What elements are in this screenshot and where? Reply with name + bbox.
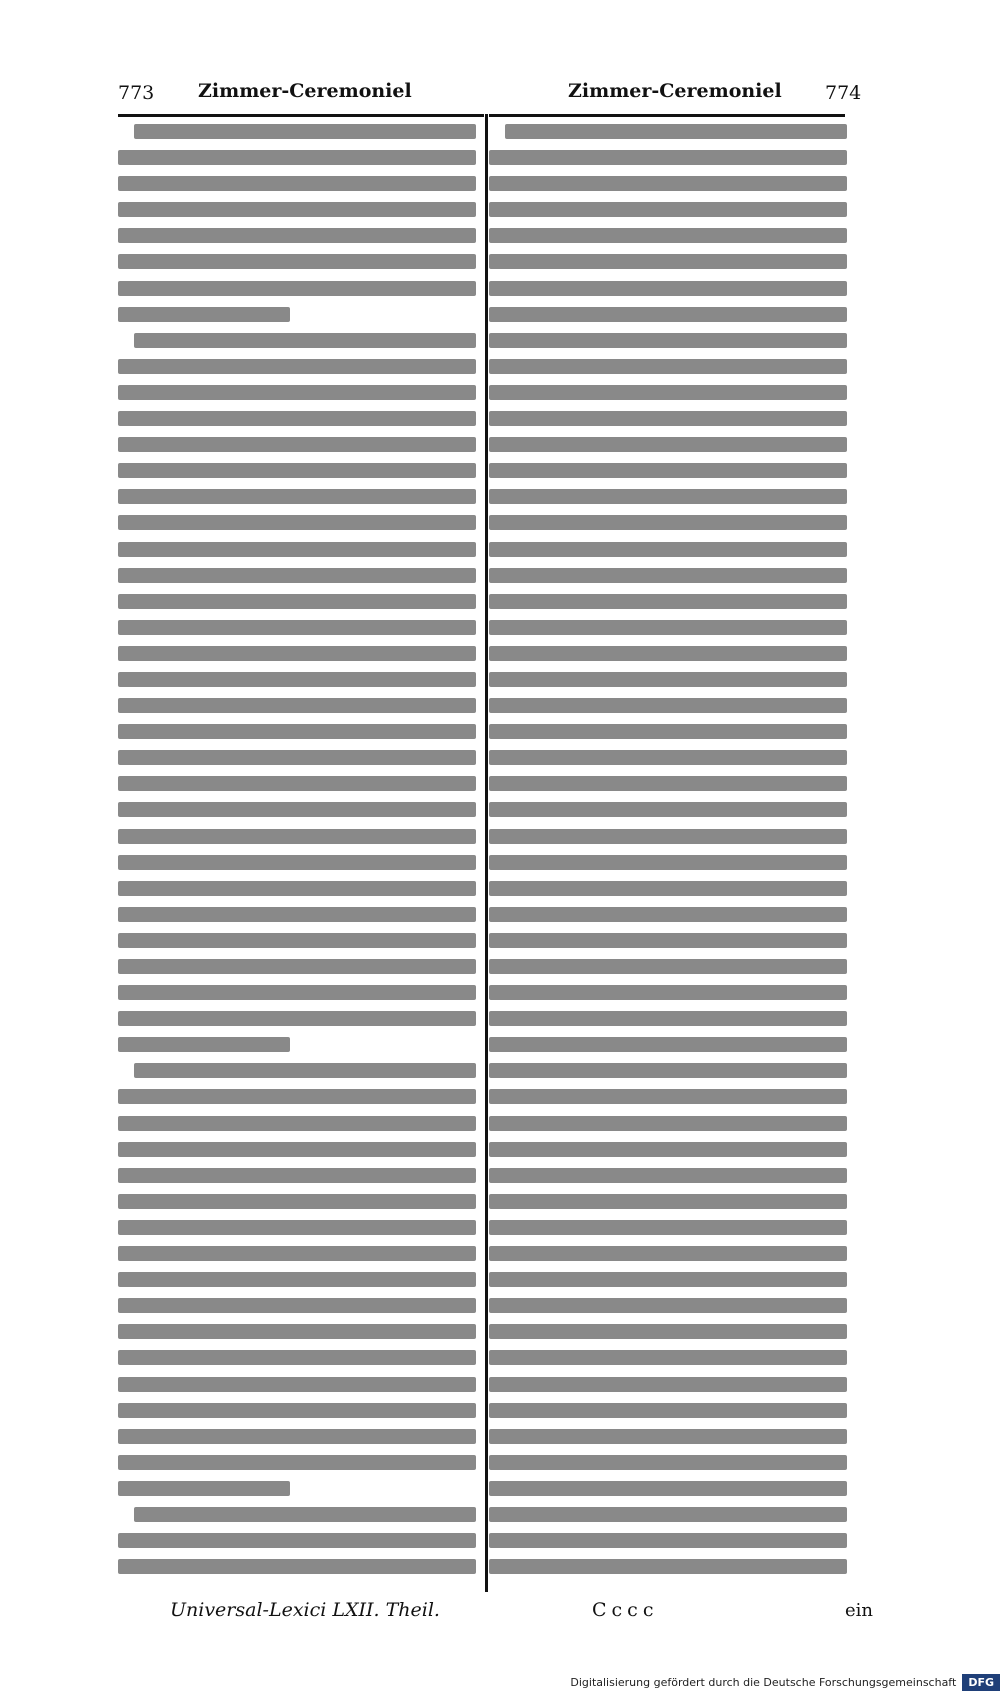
page-number-right: 774 [825, 82, 862, 104]
text-line-placeholder [118, 1011, 476, 1026]
left-column-text [118, 124, 476, 1585]
text-line-placeholder [489, 881, 847, 896]
text-line-placeholder [489, 1481, 847, 1496]
text-line-placeholder [489, 1063, 847, 1078]
text-line-placeholder [134, 1063, 476, 1078]
text-line-placeholder [489, 855, 847, 870]
text-line-placeholder [118, 1350, 476, 1365]
text-line-placeholder [489, 411, 847, 426]
text-line-placeholder [118, 985, 476, 1000]
text-line-placeholder [489, 802, 847, 817]
text-line-placeholder [489, 907, 847, 922]
text-line-placeholder [118, 1194, 476, 1209]
text-line-placeholder [489, 646, 847, 661]
text-line-placeholder [489, 1455, 847, 1470]
text-line-placeholder [134, 1507, 476, 1522]
column-divider [485, 114, 488, 1592]
text-line-placeholder [118, 1168, 476, 1183]
text-line-placeholder [118, 1116, 476, 1131]
text-line-placeholder [118, 1298, 476, 1313]
text-line-placeholder [505, 124, 847, 139]
text-line-placeholder [489, 776, 847, 791]
text-line-placeholder [118, 776, 476, 791]
running-head-right: Zimmer-Ceremoniel [568, 80, 782, 102]
text-line-placeholder [118, 1429, 476, 1444]
text-line-placeholder [489, 1272, 847, 1287]
text-line-placeholder [489, 1220, 847, 1235]
right-column-text [489, 124, 847, 1585]
text-line-placeholder [489, 176, 847, 191]
text-line-placeholder [118, 907, 476, 922]
text-line-placeholder [118, 724, 476, 739]
text-line-placeholder [489, 1350, 847, 1365]
header-rule-left [118, 114, 484, 117]
text-line-placeholder [134, 124, 476, 139]
text-line-placeholder [118, 307, 290, 322]
text-line-placeholder [489, 542, 847, 557]
text-line-placeholder [489, 1377, 847, 1392]
text-line-placeholder [489, 1559, 847, 1574]
text-line-placeholder [489, 750, 847, 765]
text-line-placeholder [118, 829, 476, 844]
text-line-placeholder [118, 1037, 290, 1052]
text-line-placeholder [118, 881, 476, 896]
text-line-placeholder [489, 1533, 847, 1548]
text-line-placeholder [118, 698, 476, 713]
text-line-placeholder [489, 254, 847, 269]
text-line-placeholder [118, 150, 476, 165]
text-line-placeholder [118, 254, 476, 269]
text-line-placeholder [134, 333, 476, 348]
text-line-placeholder [118, 933, 476, 948]
digitization-footer [570, 1672, 1000, 1692]
text-line-placeholder [489, 150, 847, 165]
text-line-placeholder [489, 1298, 847, 1313]
text-line-placeholder [118, 959, 476, 974]
running-head-left: Zimmer-Ceremoniel [198, 80, 412, 102]
text-line-placeholder [489, 1116, 847, 1131]
text-line-placeholder [118, 620, 476, 635]
text-line-placeholder [489, 228, 847, 243]
text-line-placeholder [118, 1246, 476, 1261]
text-line-placeholder [489, 1429, 847, 1444]
text-line-placeholder [118, 672, 476, 687]
text-line-placeholder [489, 437, 847, 452]
catchword: ein [845, 1600, 874, 1621]
text-line-placeholder [118, 1403, 476, 1418]
text-line-placeholder [489, 385, 847, 400]
text-line-placeholder [489, 594, 847, 609]
text-line-placeholder [118, 281, 476, 296]
text-line-placeholder [489, 1246, 847, 1261]
text-line-placeholder [489, 829, 847, 844]
text-line-placeholder [118, 515, 476, 530]
text-line-placeholder [118, 855, 476, 870]
dfg-logo-icon: DFG [962, 1674, 1000, 1691]
text-line-placeholder [489, 1142, 847, 1157]
sheet-mark: Cccc [592, 1599, 659, 1621]
text-line-placeholder [489, 1507, 847, 1522]
text-line-placeholder [118, 489, 476, 504]
text-line-placeholder [489, 672, 847, 687]
text-line-placeholder [489, 568, 847, 583]
text-line-placeholder [118, 1455, 476, 1470]
text-line-placeholder [489, 202, 847, 217]
text-line-placeholder [118, 750, 476, 765]
text-line-placeholder [489, 489, 847, 504]
text-line-placeholder [489, 1011, 847, 1026]
text-line-placeholder [489, 1037, 847, 1052]
text-line-placeholder [118, 1324, 476, 1339]
text-line-placeholder [489, 933, 847, 948]
header-rule-right [489, 114, 845, 117]
page-number-left: 773 [118, 82, 155, 104]
text-line-placeholder [118, 437, 476, 452]
text-line-placeholder [489, 620, 847, 635]
text-line-placeholder [489, 1194, 847, 1209]
text-line-placeholder [489, 698, 847, 713]
text-line-placeholder [489, 1324, 847, 1339]
text-line-placeholder [489, 959, 847, 974]
text-line-placeholder [118, 1142, 476, 1157]
text-line-placeholder [118, 646, 476, 661]
text-line-placeholder [489, 724, 847, 739]
text-line-placeholder [489, 515, 847, 530]
text-line-placeholder [118, 202, 476, 217]
text-line-placeholder [118, 568, 476, 583]
signature-line: Universal-Lexici LXII. Theil. [170, 1599, 440, 1621]
text-line-placeholder [118, 1559, 476, 1574]
text-line-placeholder [118, 176, 476, 191]
text-line-placeholder [118, 542, 476, 557]
text-line-placeholder [118, 1220, 476, 1235]
text-line-placeholder [118, 463, 476, 478]
text-line-placeholder [489, 359, 847, 374]
text-line-placeholder [489, 985, 847, 1000]
text-line-placeholder [118, 1533, 476, 1548]
text-line-placeholder [118, 359, 476, 374]
text-line-placeholder [489, 1089, 847, 1104]
text-line-placeholder [489, 281, 847, 296]
text-line-placeholder [118, 1481, 290, 1496]
text-line-placeholder [489, 1168, 847, 1183]
text-line-placeholder [118, 594, 476, 609]
text-line-placeholder [118, 1089, 476, 1104]
text-line-placeholder [489, 463, 847, 478]
text-line-placeholder [118, 228, 476, 243]
text-line-placeholder [118, 1272, 476, 1287]
text-line-placeholder [118, 802, 476, 817]
digitization-credit: Digitalisierung gefördert durch die Deutsche Forschungsgemeinschaft [570, 1675, 957, 1689]
text-line-placeholder [489, 333, 847, 348]
text-line-placeholder [118, 385, 476, 400]
text-line-placeholder [489, 1403, 847, 1418]
text-line-placeholder [118, 1377, 476, 1392]
text-line-placeholder [118, 411, 476, 426]
text-line-placeholder [489, 307, 847, 322]
